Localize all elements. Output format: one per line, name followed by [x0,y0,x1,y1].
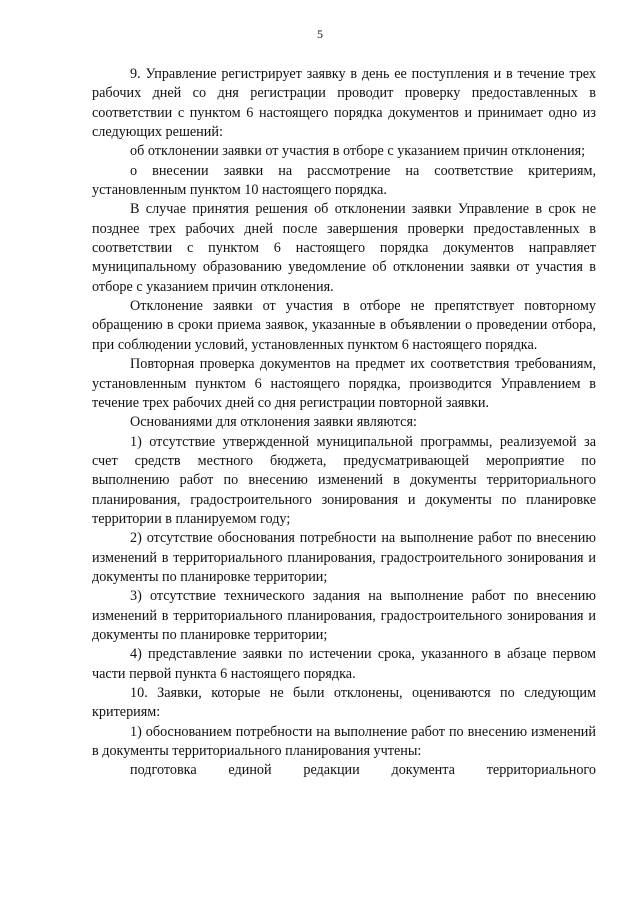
criterion-1: 1) обоснованием потребности на выполнение работ по внесению изменений в документы территориального планирования учтены: [92,723,596,760]
decision-reject-item: об отклонении заявки от участия в отборе с указанием причин отклонения; [130,143,586,160]
rejection-ground-4: 4) представление заявки по истечении срока, указанного в абзаце первом части первой пункта 6 настоящего порядка. [92,646,596,682]
rejection-grounds-heading: Основаниями для отклонения заявки являются: [130,414,417,431]
criterion-1-subitem: подготовка единой редакции документа территориального [130,762,596,779]
repeat-check-paragraph: Повторная проверка документов на предмет их соответствия требованиям, установленным пунктом 6 настоящего порядка, производится Управлением в течение трех рабочих дней со дня регистрации повторной заявки. [92,356,596,411]
decision-accept-item: о внесении заявки на рассмотрение на соответствие критериям, установленным пунктом 10 настоящего порядка. [92,162,596,199]
rejection-ground-2: 2) отсутствие обоснования потребности на выполнение работ по внесению изменений в территориального планирования, градостроительного зонирования и документы по планировке территории; [92,530,596,585]
rejection-ground-1: 1) отсутствие утвержденной муниципальной программы, реализуемой за счет средств местного бюджета, предусматривающей мероприятие по выполнению работ по внесению изменений в документы территориального планирования, градостроительного зонирования и документы по планировке территории в планируемом году; [92,433,596,527]
document-body [92,65,596,781]
rejection-ground-3: 3) отсутствие технического задания на выполнение работ по внесению изменений в территориального планирования, градостроительного зонирования и документы по планировке территории; [92,588,596,643]
paragraph-9-intro: 9. Управление регистрирует заявку в день ее поступления и в течение трех рабочих дней со дня регистрации проводит проверку предоставленных в соответствии с пунктом 6 настоящего порядка документов и принимает одно из следующих решений: [92,66,596,141]
page-number: 5 [317,27,323,41]
rejection-notice-paragraph: В случае принятия решения об отклонении заявки Управление в срок не позднее трех рабочих дней после завершения проверки предоставленных в соответствии с пунктом 6 настоящего порядка документов направляет муниципальному образованию уведомление об отклонении заявки от участия в отборе с указанием причин отклонения. [92,201,596,295]
resubmission-paragraph: Отклонение заявки от участия в отборе не препятствует повторному обращению в сроки приема заявок, указанные в объявлении о проведении отбора, при соблюдении условий, установленных пунктом 6 настоящего порядка. [92,298,596,353]
paragraph-10-intro: 10. Заявки, которые не были отклонены, оцениваются по следующим критериям: [92,685,596,721]
